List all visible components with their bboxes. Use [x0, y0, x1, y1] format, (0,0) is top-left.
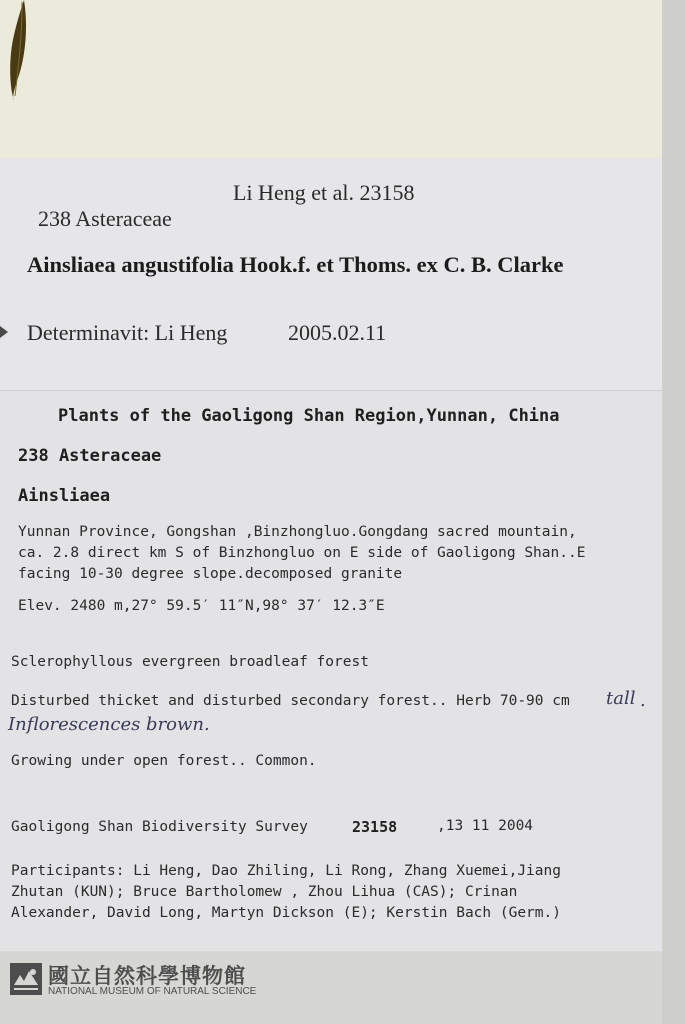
label-title: Plants of the Gaoligong Shan Region,Yunnan, China [58, 406, 560, 426]
handwritten-note: Inflorescences brown. [8, 714, 210, 735]
museum-name-chinese: 國立自然科學博物館 [48, 964, 246, 988]
determination-collector: Li Heng et al. 23158 [233, 180, 415, 205]
herbarium-sheet [0, 0, 662, 162]
collection-date: ,13 11 2004 [437, 818, 534, 834]
determiner: Determinavit: Li Heng [27, 320, 228, 345]
determination-date: 2005.02.11 [288, 320, 387, 345]
determination-header [27, 180, 415, 258]
leaf-specimen [6, 0, 32, 100]
handwritten-period: . [640, 690, 646, 711]
label-genus: Ainsliaea [18, 486, 111, 506]
participants-line: Participants: Li Heng, Dao Zhiling, Li Rong, Zhang Xuemei,Jiang [11, 863, 561, 879]
elevation: Elev. 2480 m,27° 59.5′ 11″N,98° 37′ 12.3″E [18, 598, 385, 614]
locality-line: facing 10-30 degree slope.decomposed granite [18, 566, 403, 582]
description: Disturbed thicket and disturbed secondary forest.. Herb 70-90 cm [11, 693, 570, 709]
sheet-edge [662, 0, 685, 1024]
determination-family: 238 Asteraceae [38, 206, 172, 231]
locality-line: ca. 2.8 direct km S of Binzhongluo on E side of Gaoligong Shan..E [18, 545, 586, 561]
determination-taxon: Ainsliaea angustifolia Hook.f. et Thoms. ex C. B. Clarke [27, 252, 564, 277]
museum-logo-icon [10, 963, 42, 995]
participants-line: Alexander, David Long, Martyn Dickson (E); Kerstin Bach (Germ.) [11, 905, 561, 921]
locality-line: Yunnan Province, Gongshan ,Binzhongluo.Gongdang sacred mountain, [18, 524, 577, 540]
label-family: 238 Asteraceae [18, 446, 162, 466]
museum-name-english: NATIONAL MUSEUM OF NATURAL SCIENCE [48, 986, 257, 997]
survey-name: Gaoligong Shan Biodiversity Survey [11, 819, 308, 835]
pointer-mark [0, 326, 8, 338]
participants-line: Zhutan (KUN); Bruce Bartholomew , Zhou Lihua (CAS); Crinan [11, 884, 518, 900]
handwritten-tall: tall [606, 688, 636, 709]
habitat: Sclerophyllous evergreen broadleaf forest [11, 654, 369, 670]
determination-footer [27, 320, 387, 346]
collection-number: 23158 [352, 818, 398, 836]
growing-notes: Growing under open forest.. Common. [11, 753, 317, 769]
